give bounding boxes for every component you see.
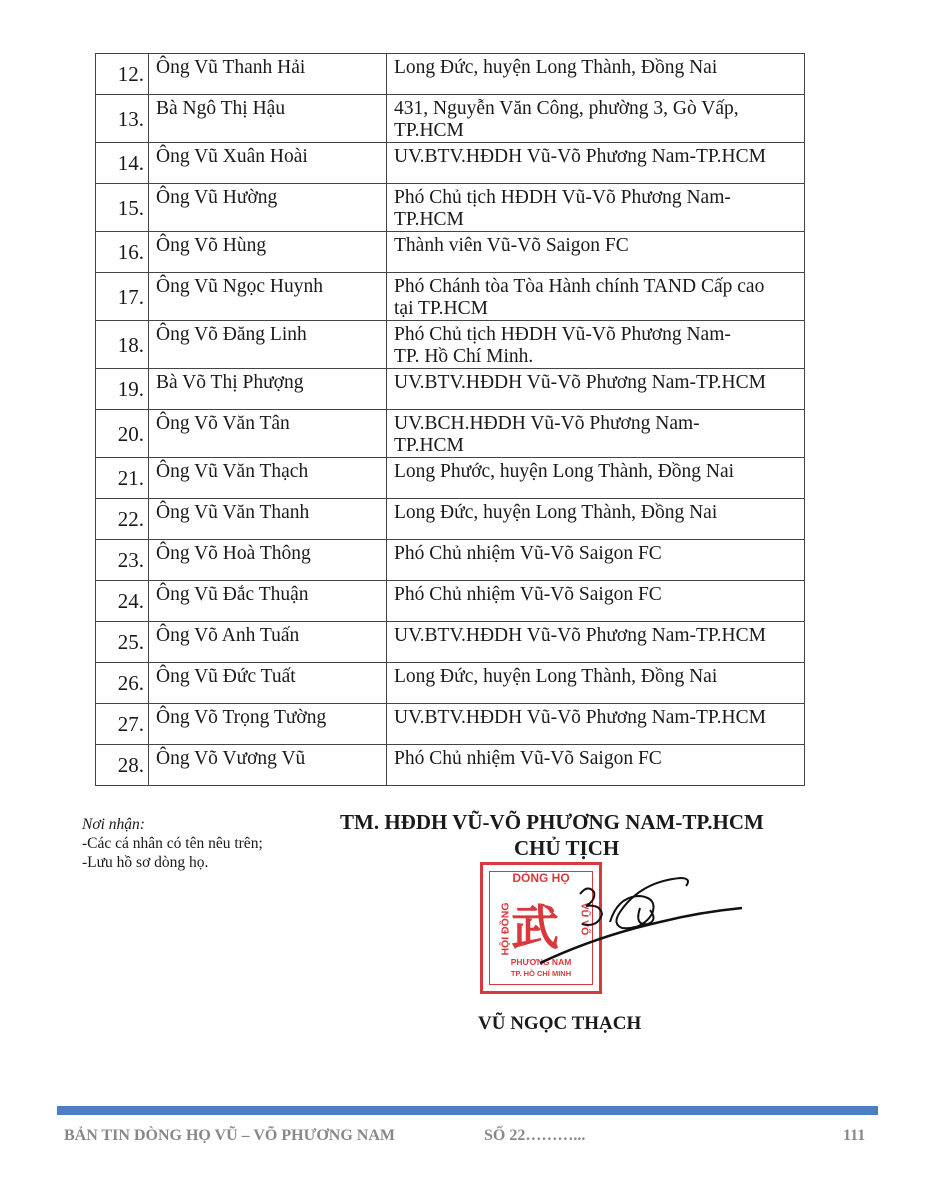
member-name: Ông Vũ Văn Thạch — [149, 458, 387, 499]
member-name: Ông Vũ Văn Thanh — [149, 499, 387, 540]
seal-bottom-text: PHƯƠNG NAM — [510, 957, 572, 967]
row-number: 13. — [96, 95, 149, 143]
row-number: 22. — [96, 499, 149, 540]
row-number: 18. — [96, 321, 149, 369]
table-row — [96, 622, 805, 663]
table-row — [96, 704, 805, 745]
member-name: Ông Võ Hoà Thông — [149, 540, 387, 581]
recipients-block — [82, 815, 263, 872]
member-info: 431, Nguyễn Văn Công, phường 3, Gò Vấp, TP.HCM — [387, 95, 805, 143]
member-name: Ông Võ Trọng Tường — [149, 704, 387, 745]
signer-name: VŨ NGỌC THẠCH — [478, 1013, 642, 1034]
recipient-line: -Các cá nhân có tên nêu trên; — [82, 835, 263, 852]
member-info: Thành viên Vũ-Võ Saigon FC — [387, 232, 805, 273]
member-name: Ông Vũ Xuân Hoài — [149, 143, 387, 184]
member-info: Phó Chánh tòa Tòa Hành chính TAND Cấp cao tại TP.HCM — [387, 273, 805, 321]
member-info: UV.BTV.HĐDH Vũ-Võ Phương Nam-TP.HCM — [387, 704, 805, 745]
member-info: Phó Chủ tịch HĐDH Vũ-Võ Phương Nam- TP.HCM — [387, 184, 805, 232]
row-number: 12. — [96, 54, 149, 95]
member-info: Long Phước, huyện Long Thành, Đồng Nai — [387, 458, 805, 499]
row-number: 20. — [96, 410, 149, 458]
table-row — [96, 499, 805, 540]
signature-organization: TM. HĐDH VŨ-VÕ PHƯƠNG NAM-TP.HCM — [340, 810, 764, 834]
member-info: UV.BCH.HĐDH Vũ-Võ Phương Nam- TP.HCM — [387, 410, 805, 458]
table-row — [96, 184, 805, 232]
table-row — [96, 143, 805, 184]
row-number: 26. — [96, 663, 149, 704]
row-number: 15. — [96, 184, 149, 232]
row-number: 19. — [96, 369, 149, 410]
table-row — [96, 273, 805, 321]
seal-glyph: 武 — [511, 900, 560, 956]
table-row — [96, 745, 805, 786]
row-number: 28. — [96, 745, 149, 786]
row-number: 24. — [96, 581, 149, 622]
footer-newsletter-title: BẢN TIN DÒNG HỌ VŨ – VÕ PHƯƠNG NAM — [64, 1127, 395, 1144]
members-table — [95, 53, 805, 786]
row-number: 16. — [96, 232, 149, 273]
recipients-heading: Nơi nhận: — [82, 816, 145, 833]
row-number: 17. — [96, 273, 149, 321]
footer-page-number: 111 — [843, 1127, 866, 1144]
member-name: Ông Võ Đăng Linh — [149, 321, 387, 369]
member-info: Long Đức, huyện Long Thành, Đồng Nai — [387, 54, 805, 95]
member-info: UV.BTV.HĐDH Vũ-Võ Phương Nam-TP.HCM — [387, 369, 805, 410]
member-info: Phó Chủ tịch HĐDH Vũ-Võ Phương Nam- TP. Hồ Chí Minh. — [387, 321, 805, 369]
member-info: Long Đức, huyện Long Thành, Đồng Nai — [387, 499, 805, 540]
member-info: Phó Chủ nhiệm Vũ-Võ Saigon FC — [387, 540, 805, 581]
members-table-body — [96, 54, 805, 786]
table-row — [96, 95, 805, 143]
seal-left-text: HỘI ĐỒNG — [499, 902, 512, 956]
row-number: 27. — [96, 704, 149, 745]
table-row — [96, 540, 805, 581]
member-name: Ông Võ Anh Tuấn — [149, 622, 387, 663]
table-row — [96, 458, 805, 499]
member-info: UV.BTV.HĐDH Vũ-Võ Phương Nam-TP.HCM — [387, 143, 805, 184]
member-name: Ông Võ Vương Vũ — [149, 745, 387, 786]
member-info: Phó Chủ nhiệm Vũ-Võ Saigon FC — [387, 581, 805, 622]
table-row — [96, 581, 805, 622]
table-row — [96, 232, 805, 273]
member-info: UV.BTV.HĐDH Vũ-Võ Phương Nam-TP.HCM — [387, 622, 805, 663]
member-info: Phó Chủ nhiệm Vũ-Võ Saigon FC — [387, 745, 805, 786]
member-name: Ông Vũ Ngọc Huynh — [149, 273, 387, 321]
member-info: Long Đức, huyện Long Thành, Đồng Nai — [387, 663, 805, 704]
table-row — [96, 410, 805, 458]
signature-title: CHỦ TỊCH — [514, 836, 620, 860]
table-row — [96, 321, 805, 369]
member-name: Ông Vũ Đắc Thuận — [149, 581, 387, 622]
table-row — [96, 663, 805, 704]
member-name: Ông Võ Văn Tân — [149, 410, 387, 458]
seal-bottom-text-2: TP. HỒ CHÍ MINH — [510, 969, 572, 978]
footer-issue-number: SỐ 22………... — [484, 1127, 586, 1144]
member-name: Ông Vũ Hường — [149, 184, 387, 232]
member-name: Bà Võ Thị Phượng — [149, 369, 387, 410]
table-row — [96, 369, 805, 410]
row-number: 21. — [96, 458, 149, 499]
recipient-line: -Lưu hồ sơ dòng họ. — [82, 854, 209, 871]
seal-top-text: DÒNG HỌ — [512, 871, 570, 885]
member-name: Ông Võ Hùng — [149, 232, 387, 273]
row-number: 25. — [96, 622, 149, 663]
handwritten-signature — [540, 872, 750, 982]
row-number: 23. — [96, 540, 149, 581]
footer-bar — [57, 1106, 878, 1115]
row-number: 14. — [96, 143, 149, 184]
member-name: Ông Vũ Thanh Hải — [149, 54, 387, 95]
table-row — [96, 54, 805, 95]
member-name: Ông Vũ Đức Tuất — [149, 663, 387, 704]
seal-right-text: VŨ VÕ — [578, 902, 591, 936]
member-name: Bà Ngô Thị Hậu — [149, 95, 387, 143]
